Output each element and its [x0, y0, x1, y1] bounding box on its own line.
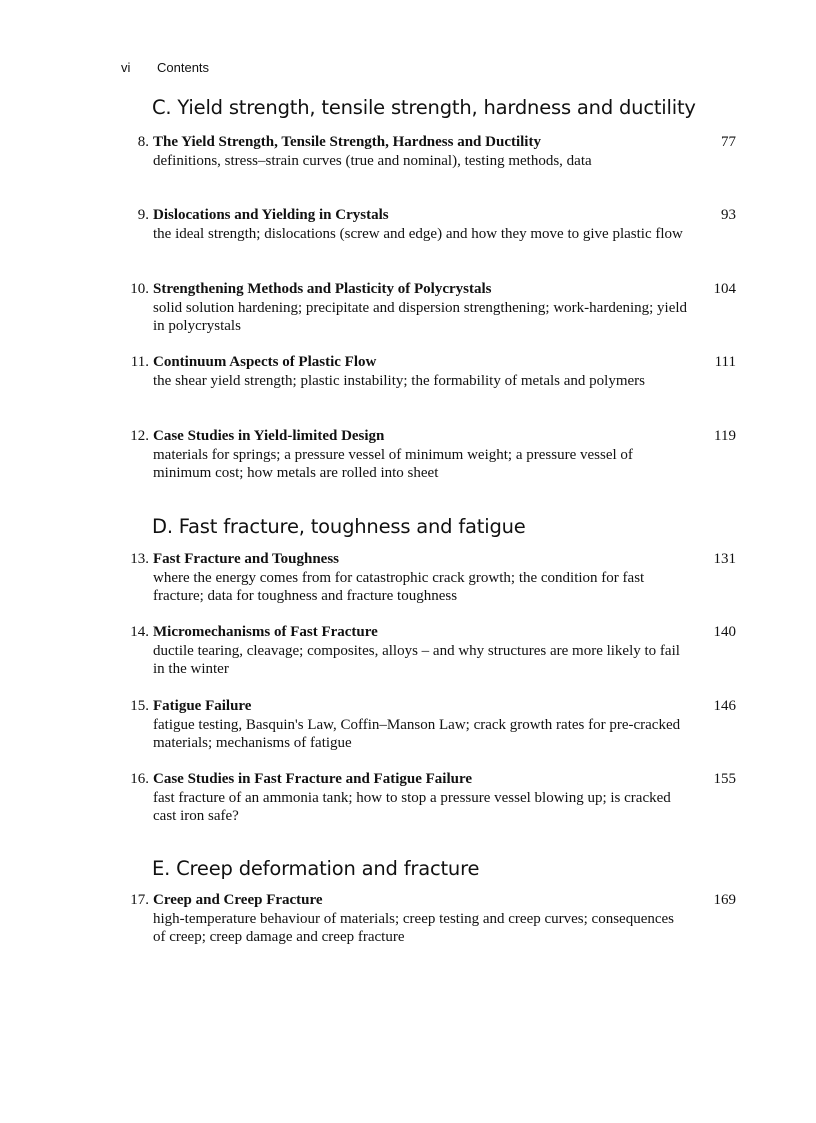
chapter-page-number: 131 — [713, 551, 736, 567]
part-d-title: D. Fast fracture, toughness and fatigue — [152, 515, 526, 538]
chapter-title[interactable]: Micromechanisms of Fast Fracture — [153, 624, 378, 640]
chapter-page-number: 77 — [721, 134, 736, 150]
chapter-page-number: 111 — [714, 354, 736, 370]
chapter-description: fast fracture of an ammonia tank; how to stop a pressure vessel blowing up; is cracked cast iron safe? — [153, 789, 671, 824]
chapter-page-number: 140 — [713, 624, 736, 640]
chapter-number: 9. — [137, 207, 149, 223]
chapter-description: solid solution hardening; precipitate and dispersion strengthening; work-hardening; yield in polycrystals — [153, 299, 688, 334]
chapter-description: fatigue testing, Basquin's Law, Coffin–Manson Law; crack growth rates for pre-cracked materials; mechanisms of fatigue — [153, 716, 681, 751]
part-e-title: E. Creep deformation and fracture — [152, 857, 480, 880]
chapter-page-number: 119 — [714, 428, 736, 444]
chapter-page-number: 155 — [713, 771, 736, 787]
chapter-title[interactable]: Case Studies in Fast Fracture and Fatigue Failure — [153, 771, 473, 787]
chapter-page-number: 169 — [713, 892, 736, 908]
chapter-title[interactable]: Strengthening Methods and Plasticity of Polycrystals — [153, 281, 492, 297]
chapter-description: where the energy comes from for catastrophic crack growth; the condition for fast fracture; data for toughness and fracture toughness — [153, 569, 645, 604]
chapter-page-number: 93 — [721, 207, 736, 223]
page-folio: vi — [121, 60, 131, 75]
chapter-title[interactable]: Creep and Creep Fracture — [153, 892, 323, 908]
chapter-description: the ideal strength; dislocations (screw and edge) and how they move to give plastic flow — [153, 225, 683, 242]
chapter-number: 12. — [130, 428, 149, 444]
running-head — [121, 60, 209, 75]
chapter-number: 11. — [130, 354, 149, 370]
running-head-title: Contents — [157, 60, 210, 75]
chapter-description: the shear yield strength; plastic instability; the formability of metals and polymers — [153, 372, 645, 389]
chapter-number: 16. — [130, 771, 149, 787]
chapter-title[interactable]: Case Studies in Yield-limited Design — [153, 428, 385, 444]
chapter-title[interactable]: Fast Fracture and Toughness — [153, 551, 340, 567]
chapter-page-number: 104 — [713, 281, 736, 297]
part-c-title: C. Yield strength, tensile strength, hardness and ductility — [152, 96, 696, 119]
chapter-title[interactable]: Continuum Aspects of Plastic Flow — [153, 354, 377, 370]
chapter-title[interactable]: The Yield Strength, Tensile Strength, Hardness and Ductility — [153, 134, 541, 150]
chapter-description: definitions, stress–strain curves (true and nominal), testing methods, data — [153, 152, 592, 169]
chapter-number: 17. — [130, 892, 149, 908]
chapter-number: 10. — [130, 281, 149, 297]
chapter-description: ductile tearing, cleavage; composites, alloys – and why structures are more likely to fail in the winter — [153, 642, 680, 677]
chapter-title[interactable]: Fatigue Failure — [153, 698, 252, 714]
chapter-number: 13. — [130, 551, 149, 567]
chapter-description: high-temperature behaviour of materials; creep testing and creep curves; consequences of creep; creep damage and creep fracture — [153, 910, 675, 945]
chapter-description: materials for springs; a pressure vessel of minimum weight; a pressure vessel of minimum cost; how metals are rolled into sheet — [153, 446, 633, 481]
chapter-number: 14. — [130, 624, 149, 640]
chapter-number: 8. — [137, 134, 149, 150]
chapter-page-number: 146 — [713, 698, 736, 714]
chapter-number: 15. — [130, 698, 149, 714]
chapter-title[interactable]: Dislocations and Yielding in Crystals — [153, 207, 389, 223]
